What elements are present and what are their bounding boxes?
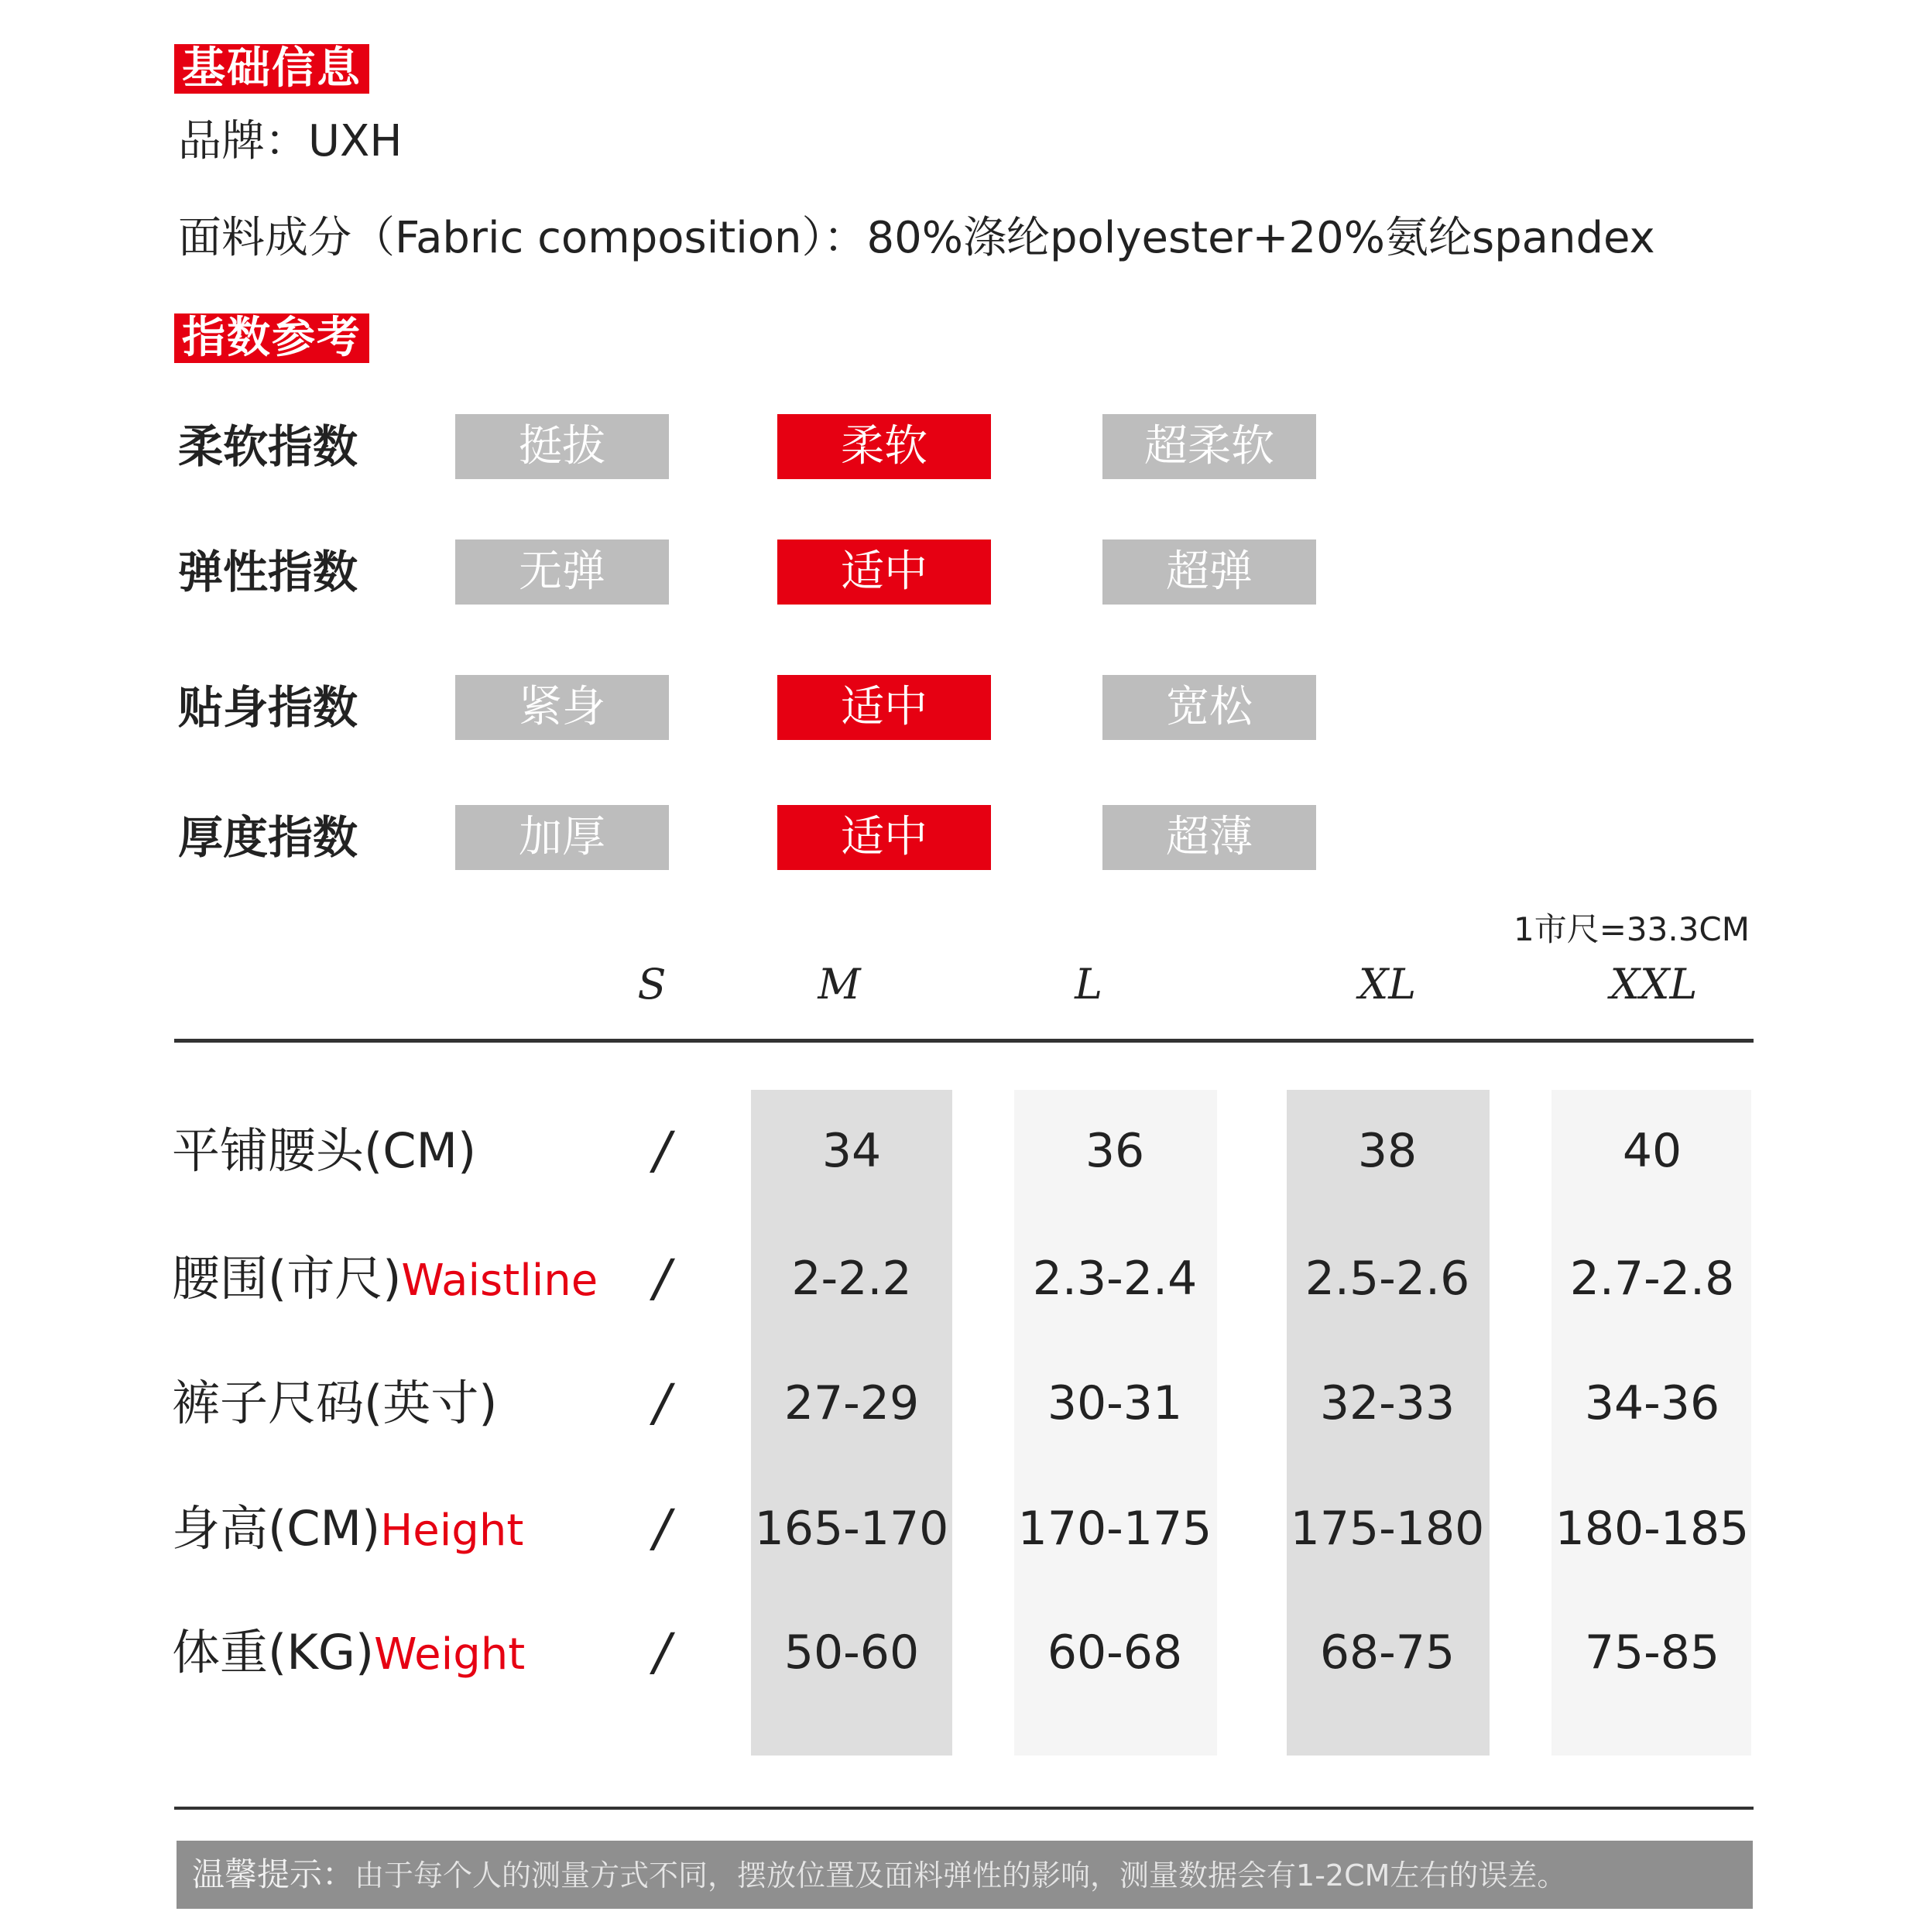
size-value-cell: 2.5-2.6	[1305, 1252, 1470, 1306]
index-option-selected: 适中	[777, 540, 991, 605]
index-option: 超薄	[1102, 805, 1316, 870]
table-top-rule	[174, 1039, 1754, 1043]
size-row-label-en: Height	[380, 1506, 524, 1556]
size-header-xl: XL	[1358, 960, 1417, 1009]
size-value-cell: 32-33	[1319, 1376, 1455, 1430]
index-option-selected: 柔软	[777, 414, 991, 479]
index-label: 贴身指数	[178, 681, 358, 734]
index-option: 宽松	[1102, 675, 1316, 740]
index-option-selected: 适中	[777, 805, 991, 870]
size-row-label-cn: 腰围(市尺)	[172, 1250, 402, 1307]
size-row-label	[172, 1618, 525, 1690]
size-value-cell: 75-85	[1584, 1625, 1720, 1680]
size-s-value: /	[653, 1499, 671, 1558]
size-value-cell: 165-170	[754, 1502, 949, 1556]
size-row-label-en: Waistline	[401, 1255, 598, 1306]
tip-banner	[177, 1841, 1753, 1909]
size-value-cell: 180-185	[1555, 1502, 1750, 1556]
size-value-cell: 36	[1085, 1124, 1145, 1178]
index-label: 柔软指数	[178, 420, 358, 473]
size-row-label-cn: 身高(CM)	[172, 1500, 381, 1557]
size-value-cell: 2-2.2	[791, 1252, 912, 1306]
size-row-label-en: Weight	[374, 1629, 526, 1680]
table-bottom-rule	[174, 1807, 1754, 1810]
size-value-cell: 40	[1622, 1124, 1682, 1178]
index-option: 无弹	[455, 540, 669, 605]
unit-note: 1市尺=33.3CM	[1514, 910, 1750, 948]
size-s-value: /	[653, 1373, 671, 1433]
index-option: 挺拔	[455, 414, 669, 479]
size-row-label	[172, 1368, 497, 1438]
brand-line: 品牌：UXH	[178, 116, 403, 166]
size-value-cell: 30-31	[1047, 1376, 1183, 1430]
tip-head: 温馨提示：	[192, 1855, 355, 1893]
size-s-value: /	[653, 1249, 671, 1308]
basic-info-tag: 基础信息	[174, 44, 369, 94]
size-row-label-cn: 裤子尺码(英寸)	[172, 1375, 498, 1431]
index-option: 紧身	[455, 675, 669, 740]
size-s-value: /	[653, 1622, 671, 1682]
size-value-cell: 34	[821, 1124, 882, 1178]
size-value-cell: 170-175	[1017, 1502, 1212, 1556]
tip-text: 由于每个人的测量方式不同，摆放位置及面料弹性的影响，测量数据会有1-2CM左右的误差。	[355, 1858, 1567, 1893]
size-value-cell: 60-68	[1047, 1625, 1183, 1680]
size-value-cell: 68-75	[1319, 1625, 1455, 1680]
size-row-label-cn: 平铺腰头(CM)	[172, 1122, 477, 1179]
size-header-m: M	[818, 960, 861, 1009]
size-s-value: /	[653, 1121, 671, 1180]
size-row-label-cn: 体重(KG)	[172, 1624, 375, 1680]
index-ref-tag: 指数参考	[174, 313, 369, 363]
size-value-cell: 38	[1357, 1124, 1418, 1178]
index-option: 加厚	[455, 805, 669, 870]
index-label: 厚度指数	[178, 811, 358, 864]
size-row-label	[172, 1494, 523, 1566]
size-value-cell: 34-36	[1584, 1376, 1720, 1430]
fabric-line: 面料成分（Fabric composition）：80%涤纶polyester+20%氨纶spandex	[178, 213, 1655, 263]
size-header-s: S	[637, 960, 667, 1009]
size-row-label	[172, 1244, 598, 1316]
index-option: 超弹	[1102, 540, 1316, 605]
size-value-cell: 27-29	[783, 1376, 920, 1430]
index-option: 超柔软	[1102, 414, 1316, 479]
index-label: 弹性指数	[178, 546, 358, 598]
size-value-cell: 175-180	[1290, 1502, 1485, 1556]
size-row-label	[172, 1116, 476, 1186]
size-value-cell: 2.3-2.4	[1032, 1252, 1198, 1306]
index-option-selected: 适中	[777, 675, 991, 740]
size-header-l: L	[1075, 960, 1102, 1009]
size-value-cell: 2.7-2.8	[1569, 1252, 1735, 1306]
size-header-xxl: XXL	[1610, 960, 1698, 1009]
size-value-cell: 50-60	[783, 1625, 920, 1680]
